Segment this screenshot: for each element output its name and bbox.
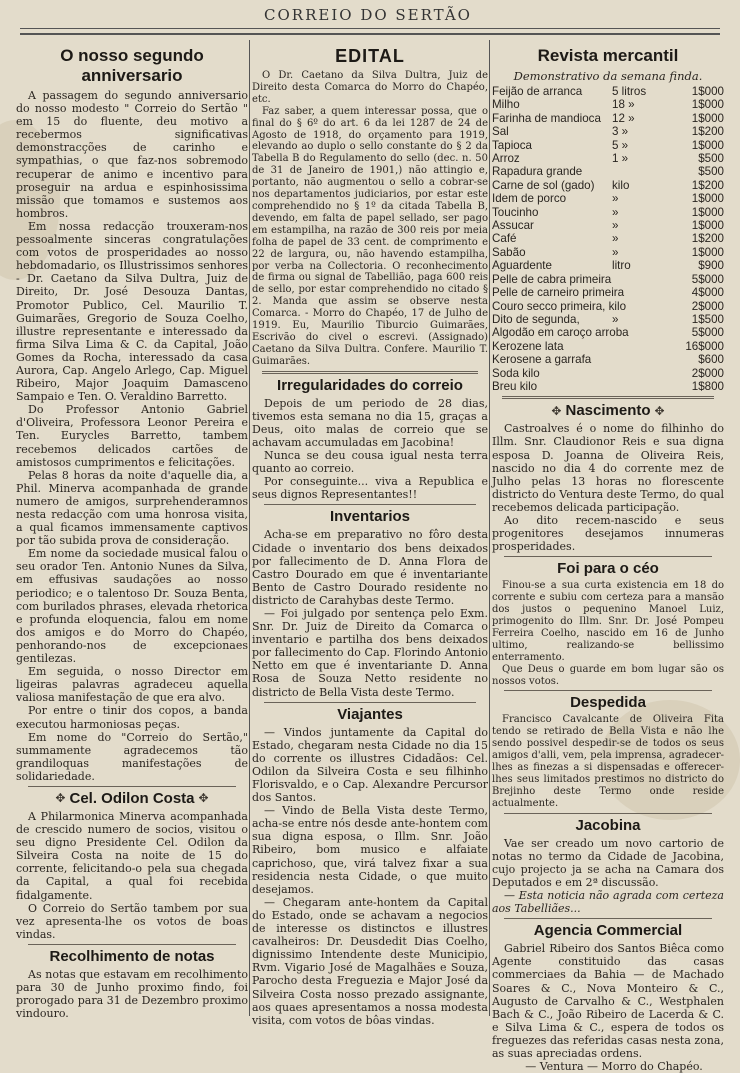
article-paragraph: Acha-se em preparativo no fôro desta Cidade o inventario dos bens deixados por fallecimento de D. Anna Flora de Castro Dourado em que é inventariante Bento de Castro Dourado residente no districto de Carahybas deste Termo. bbox=[252, 528, 488, 607]
column-middle bbox=[252, 44, 488, 1027]
item-name: Aguardente bbox=[492, 259, 552, 273]
price-row bbox=[492, 165, 724, 178]
price-row bbox=[492, 85, 724, 98]
article-paragraph: Depois de um periodo de 28 dias, tivemos esta semana no dia 15, graças a Deus, oito malas de correio que se achavam accumuladas em Jacobina! bbox=[252, 396, 488, 449]
article-anniversary bbox=[16, 46, 248, 783]
item-quantity: kilo bbox=[612, 178, 630, 192]
price-row bbox=[492, 206, 724, 219]
item-quantity: 3 » bbox=[612, 125, 629, 139]
article-title: O nosso segundo anniversario bbox=[60, 46, 204, 85]
article-paragraph: Vae ser creado um novo cartorio de notas no termo da Cidade de Jacobina, cujo projecto ja se acha na Camara dos Deputados e em 2ª discussão. bbox=[492, 836, 724, 889]
fleuron-icon: ✥ bbox=[551, 403, 562, 418]
item-price: 4$000 bbox=[691, 286, 724, 300]
price-row bbox=[492, 340, 724, 353]
price-row bbox=[492, 367, 724, 380]
item-name: Assucar bbox=[492, 219, 534, 233]
item-quantity: 18 » bbox=[612, 98, 635, 112]
item-price: 1$000 bbox=[691, 205, 724, 219]
item-price: 1$000 bbox=[691, 98, 724, 112]
item-name: Algodão em caroço arroba bbox=[492, 326, 629, 340]
article-paragraph: O Dr. Caetano da Silva Dultra, Juiz de Direito desta Comarca do Morro do Chapéo, etc. bbox=[252, 70, 488, 105]
price-row bbox=[492, 259, 724, 272]
price-row bbox=[492, 139, 724, 152]
article-title: Foi para o céo bbox=[557, 560, 659, 578]
item-name: Soda kilo bbox=[492, 366, 540, 380]
item-quantity: » bbox=[612, 232, 619, 246]
article-paragraph: Do Professor Antonio Gabriel d'Oliveira, Professora Leonor Pereira e Ten. Eurycles Barretto, tambem recebemos delicados cartões de amistosos cumprimentos e felicitações. bbox=[16, 403, 248, 469]
item-name: Arroz bbox=[492, 152, 520, 166]
item-quantity: litro bbox=[612, 259, 631, 273]
item-price: 1$200 bbox=[691, 232, 724, 246]
article-subtitle: Demonstrativo da semana finda. bbox=[513, 69, 703, 83]
item-name: Dito de segunda, bbox=[492, 312, 580, 326]
item-price: 2$000 bbox=[691, 299, 724, 313]
item-price: $500 bbox=[698, 152, 724, 166]
article-paragraph: Que Deus o guarde em bom lugar são os nossos votos. bbox=[492, 663, 724, 687]
article-title: Viajantes bbox=[337, 705, 403, 723]
item-price: 1$000 bbox=[691, 85, 724, 98]
column-left bbox=[16, 44, 248, 1019]
item-price: 16$000 bbox=[685, 339, 724, 353]
item-price: 1$000 bbox=[691, 138, 724, 152]
item-name: Sabão bbox=[492, 245, 526, 259]
item-quantity: » bbox=[612, 245, 619, 259]
price-row bbox=[492, 152, 724, 165]
price-row bbox=[492, 380, 724, 393]
item-price: 2$000 bbox=[691, 366, 724, 380]
article-title: Agencia Commercial bbox=[533, 922, 683, 940]
item-price: $900 bbox=[698, 259, 724, 273]
item-name: Café bbox=[492, 232, 517, 246]
article-title: Despedida bbox=[570, 694, 646, 712]
column-rule bbox=[249, 40, 250, 1016]
article-nascimento bbox=[492, 402, 724, 553]
article-paragraph: As notas que estavam em recolhimento para 30 de Junho proximo findo, foi prorogado para 31 de Dezembro proximo vindouro. bbox=[16, 967, 248, 1021]
article-paragraph: — Vindo de Bella Vista deste Termo, acha-se entre nós desde ante-hontem com sua digna esposa, o Illm. Snr. João Ribeiro, bom musico e alfaiate caprichoso, que, virá talvez fixar a sua residencia nesta Cidade, o que muito desejamos. bbox=[252, 804, 488, 896]
price-row bbox=[492, 313, 724, 326]
item-quantity: » bbox=[612, 312, 619, 326]
column-rule bbox=[489, 40, 490, 1016]
price-row bbox=[492, 112, 724, 125]
price-row bbox=[492, 192, 724, 205]
article-viajantes bbox=[252, 706, 488, 1027]
article-title-row bbox=[16, 790, 248, 807]
item-price: 1$000 bbox=[691, 245, 724, 259]
price-row bbox=[492, 326, 724, 339]
item-name: Rapadura grande bbox=[492, 165, 583, 179]
article-paragraph: — Chegaram ante-hontem da Capital do Estado, onde se achavam a negocios de interesse os distinctos e illustres cavalheiros: Dr. Deusdedit Dias Coelho, dignissimo Intendente deste Municipio, Rvm. Vigario José de Magalhães e Souza, Parocho desta Freguezia e Major José da Silveira Costa nosso prezado assignante, aos quaes apresentamos a nossa modesta visita, com votos de bôas vindas. bbox=[252, 895, 488, 1027]
item-name: Farinha de mandioca bbox=[492, 111, 601, 125]
item-name: Tapioca bbox=[492, 138, 532, 152]
article-paragraph: Em seguida, o nosso Director em ligeiras palavras agradeceu aquella valiosa manifestação de que era alvo. bbox=[16, 665, 248, 705]
section-divider bbox=[264, 702, 476, 703]
item-quantity: 5 » bbox=[612, 138, 629, 152]
article-recolhimento bbox=[16, 948, 248, 1020]
article-irregularidades bbox=[252, 377, 488, 502]
article-paragraph: Pelas 8 horas da noite d'aquelle dia, a Phil. Minerva acompanhada de grande numero de amigos, surprehenderamnos nesta redacção com uma honrosa visita, a qual ficamos immensamente captivos por tão subida prova de consideração. bbox=[16, 468, 248, 548]
item-price: 5$000 bbox=[691, 272, 724, 286]
article-paragraph: — Foi julgado por sentença pelo Exm. Snr. Dr. Juiz de Direito da Comarca o inventario e partilha dos bens deixados por fallecimento do Cap. Florindo Antonio Netto em que é inventariante D. Anna Rosa de Souza Netto residente no districto de Bella Vista deste Termo. bbox=[252, 606, 488, 699]
section-divider bbox=[504, 690, 712, 691]
section-divider bbox=[262, 371, 478, 374]
price-row bbox=[492, 353, 724, 366]
article-paragraph: A Philarmonica Minerva acompanhada de crescido numero de socios, visitou o seu digno Presidente Cel. Odilon da Silveira Costa na noite de 15 do corrente, felicitando-o pela sua chegada da Capital, a qual foi recebida fidalgamente. bbox=[16, 809, 248, 902]
section-divider bbox=[504, 918, 712, 919]
article-title: EDITAL bbox=[335, 46, 405, 66]
item-price: 1$000 bbox=[691, 111, 724, 125]
masthead: CORREIO DO SERTÃO bbox=[264, 6, 472, 24]
item-quantity: 12 » bbox=[612, 111, 635, 125]
article-title: Recolhimento de notas bbox=[49, 947, 215, 965]
article-paragraph: Francisco Cavalcante de Oliveira Fita tendo se retirado de Bella Vista e não lhe sendo possivel despedir-se de todos os seus amigos d'alli, vem, pela imprensa, agradecer-lhes as finezas a si dispensadas e offerecer-lhes seus limitados prestimos no districto do Brejinho deste Termo onde reside actualmente. bbox=[492, 714, 724, 809]
article-paragraph: Em nossa redacção trouxeram-nos pessoalmente sinceras congratulações com votos de prosperidades ao nosso hebdomadario, os Illustrissimos senhores - Dr. Caetano da Silva Dultra, Juiz de Direito, Dr. José Desouza Dantas, Promotor Publico, Cel. Maurilio T. Guimarães, Gregorio de Souza Coelho, illustre representante e interessado da firma Silva Lima & C. da Capital, João Gomes da Rocha, interessado da casa Aurora, Cap. Angelo Arlego, Cap. Miguel Ribeiro, Major Joaquim Damasceno Sampaio e Ten. O. Veraldino Barretto. bbox=[16, 219, 248, 404]
price-row bbox=[492, 300, 724, 313]
article-paragraph: Castroalves é o nome do filhinho do Illm. Snr. Claudionor Reis e sua digna esposa D. Joanna de Oliveira Reis, nascido no dia 4 do corrente mez de Julho pelas 13 horas no florescente districto do Ventura deste Termo, do qual recebemos delicada participação. bbox=[492, 422, 724, 514]
article-paragraph: Ao dito recem-nascido e seus progenitores desejamos innumeras prosperidades. bbox=[492, 514, 724, 554]
column-right bbox=[492, 44, 724, 1073]
article-paragraph: Por entre o tinir dos copos, a banda executou harmoniosas peças. bbox=[16, 704, 248, 731]
article-agencia bbox=[492, 922, 724, 1073]
item-name: Idem de porco bbox=[492, 192, 567, 206]
item-price: 1$500 bbox=[691, 312, 724, 326]
article-paragraph: Em nome da sociedade musical falou o seu orador Ten. Antonio Nunes da Silva, em effusivas saudações ao nosso periodico; e o talentoso Dr. Souza Benta, com burilados phrases, elevada rhetorica e profunda eloquencia, falou em nome dos amigos e do Morro do Chapéo, penhorando-nos de excepcionaes gentilezas. bbox=[16, 547, 248, 666]
item-name: Kerosene a garrafa bbox=[492, 353, 592, 367]
price-row bbox=[492, 246, 724, 259]
article-paragraph: Nunca se deu cousa igual nesta terra quanto ao correio. bbox=[252, 449, 488, 476]
article-paragraph: Gabriel Ribeiro dos Santos Biêca como Agente constituido das casas commerciaes da Bahia — de Machado Soares & C., Nova Monteiro & C., Augusto de Carvalho & C., Westphalen Bach & C., João Ribeiro de Lacerda & C. e Silva Lima & C., espera de todos os freguezes das referidas casas nesta zona, as suas apreciadas ordens. bbox=[492, 942, 724, 1060]
article-title: Inventarios bbox=[329, 508, 411, 526]
masthead-rule bbox=[20, 33, 720, 35]
article-paragraph: Faz saber, a quem interessar possa, que o final do § 6º do art. 6 da lei 1287 de 24 de Agosto de 1918, do orçamento para 1919, elevando ao duplo o sello constante do § 2 da Tabella B do Regulamento do sello (dec. n. 50 de 31 de Janeiro de 1901,) não attingio e, portanto, não augmentou o sello a cobrar-se nos departamentos judiciarios, por estar este comprehendido no § 1º da citada Tabella B, devendo, em falta de papel sellado, ser pago em estampilha, na razão de 300 reis por meia folha de papel de 33 cent. de comprimento e 22 de largura, ou, não havendo estampilha, por verba na Collectoria. O reconhecimento de firma ou signal de Tabellião, paga 600 reis de sello, por estar comprehendido no citado § 2. Manda que assim se observe nesta Comarca. - Morro do Chapéo, 17 de Julho de 1919. Eu, Maurilio Tiburcio Guimarães, Escrivão do civel o escrevi. (Assignado) Caetano da Silva Dultra. Confere. Maurilio T. Guimarães. bbox=[252, 105, 488, 367]
item-price: 1$200 bbox=[691, 178, 724, 192]
article-jacobina bbox=[492, 817, 724, 916]
item-price: 1$200 bbox=[691, 125, 724, 139]
price-row bbox=[492, 273, 724, 286]
article-title: Nascimento bbox=[565, 402, 651, 420]
fleuron-icon: ✥ bbox=[55, 791, 66, 806]
item-price: 5$000 bbox=[691, 326, 724, 340]
article-paragraph: — Vindos juntamente da Capital do Estado, chegaram nesta Cidade no dia 15 do corrente os illustres Cidadãos: Cel. Odilon da Silveira Costa e seu filhinho Florisvaldo, e o Cap. Alexandre Percursor dos Santos. bbox=[252, 725, 488, 805]
item-price: 1$000 bbox=[691, 219, 724, 233]
article-edital bbox=[252, 46, 488, 368]
section-divider bbox=[264, 504, 476, 505]
item-quantity: 1 » bbox=[612, 152, 629, 166]
item-name: Kerozene lata bbox=[492, 339, 564, 353]
article-revista bbox=[492, 46, 724, 393]
item-name: Feijão de arranca bbox=[492, 85, 583, 98]
item-name: Pelle de carneiro primeira bbox=[492, 286, 625, 300]
item-name: Couro secco primeira, kilo bbox=[492, 299, 627, 313]
section-divider bbox=[504, 556, 712, 557]
section-divider bbox=[502, 396, 714, 399]
article-title: Cel. Odilon Costa bbox=[69, 789, 195, 807]
item-price: 1$000 bbox=[691, 192, 724, 206]
article-paragraph: Por conseguinte... viva a Republica e seus dignos Representantes!! bbox=[252, 475, 488, 502]
article-title: Jacobina bbox=[575, 816, 641, 834]
item-quantity: » bbox=[612, 205, 619, 219]
item-price: 1$800 bbox=[691, 379, 724, 393]
section-divider bbox=[28, 786, 236, 787]
item-quantity: 5 litros bbox=[612, 85, 647, 98]
price-row bbox=[492, 286, 724, 299]
item-name: Breu kilo bbox=[492, 379, 538, 393]
article-paragraph: Em nome do "Correio do Sertão," summamente agradecemos tão grandiloquas manifestações de solidariedade. bbox=[16, 730, 248, 783]
item-quantity: » bbox=[612, 219, 619, 233]
item-price: $600 bbox=[698, 353, 724, 367]
article-odilon bbox=[16, 790, 248, 941]
item-name: Pelle de cabra primeira bbox=[492, 272, 612, 286]
item-name: Carne de sol (gado) bbox=[492, 178, 595, 192]
article-inventarios bbox=[252, 508, 488, 698]
price-row bbox=[492, 219, 724, 232]
price-list bbox=[492, 85, 724, 393]
item-name: Milho bbox=[492, 98, 520, 112]
fleuron-icon: ✥ bbox=[654, 403, 665, 418]
article-paragraph: O Correio do Sertão tambem por sua vez apresenta-lhe os votos de boas vindas. bbox=[16, 901, 248, 941]
price-row bbox=[492, 125, 724, 138]
article-title: Revista mercantil bbox=[537, 46, 679, 65]
item-name: Sal bbox=[492, 125, 509, 139]
article-title: Irregularidades do correio bbox=[277, 376, 463, 394]
fleuron-icon: ✥ bbox=[198, 791, 209, 806]
price-row bbox=[492, 179, 724, 192]
masthead-rule bbox=[20, 28, 720, 29]
article-despedida bbox=[492, 694, 724, 809]
section-divider bbox=[28, 944, 236, 945]
article-paragraph: — Esta noticia não agrada com certeza aos Tabelliães... bbox=[492, 889, 724, 916]
item-price: $500 bbox=[698, 165, 724, 179]
article-paragraph: — Ventura — Morro do Chapéo. bbox=[525, 1060, 703, 1073]
item-quantity: » bbox=[612, 192, 619, 206]
article-paragraph: A passagem do segundo anniversario do nosso modesto " Correio do Sertão " em 15 do fluente, deu motivo a recebermos significativas demonstracções de carinho e sympathias, o que faz-nos sobremodo recuperar de animo e incentivo para proseguir na ardua e espinhosissima missão que tomamos e sustemos aos hombros. bbox=[16, 89, 248, 220]
section-divider bbox=[504, 813, 712, 814]
article-paragraph: Finou-se a sua curta existencia em 18 do corrente e subiu com certeza para a mansão dos justos o pequenino Manoel Luiz, primogenito do Illm. Snr. Dr. José Pompeu Ferreira Coelho, nascido em 16 de Junho ultimo, realizando-se bellissimo enterramento. bbox=[492, 580, 724, 663]
item-name: Toucinho bbox=[492, 205, 539, 219]
price-row bbox=[492, 232, 724, 245]
price-row bbox=[492, 98, 724, 111]
article-ceo bbox=[492, 560, 724, 687]
article-title-row bbox=[492, 402, 724, 419]
